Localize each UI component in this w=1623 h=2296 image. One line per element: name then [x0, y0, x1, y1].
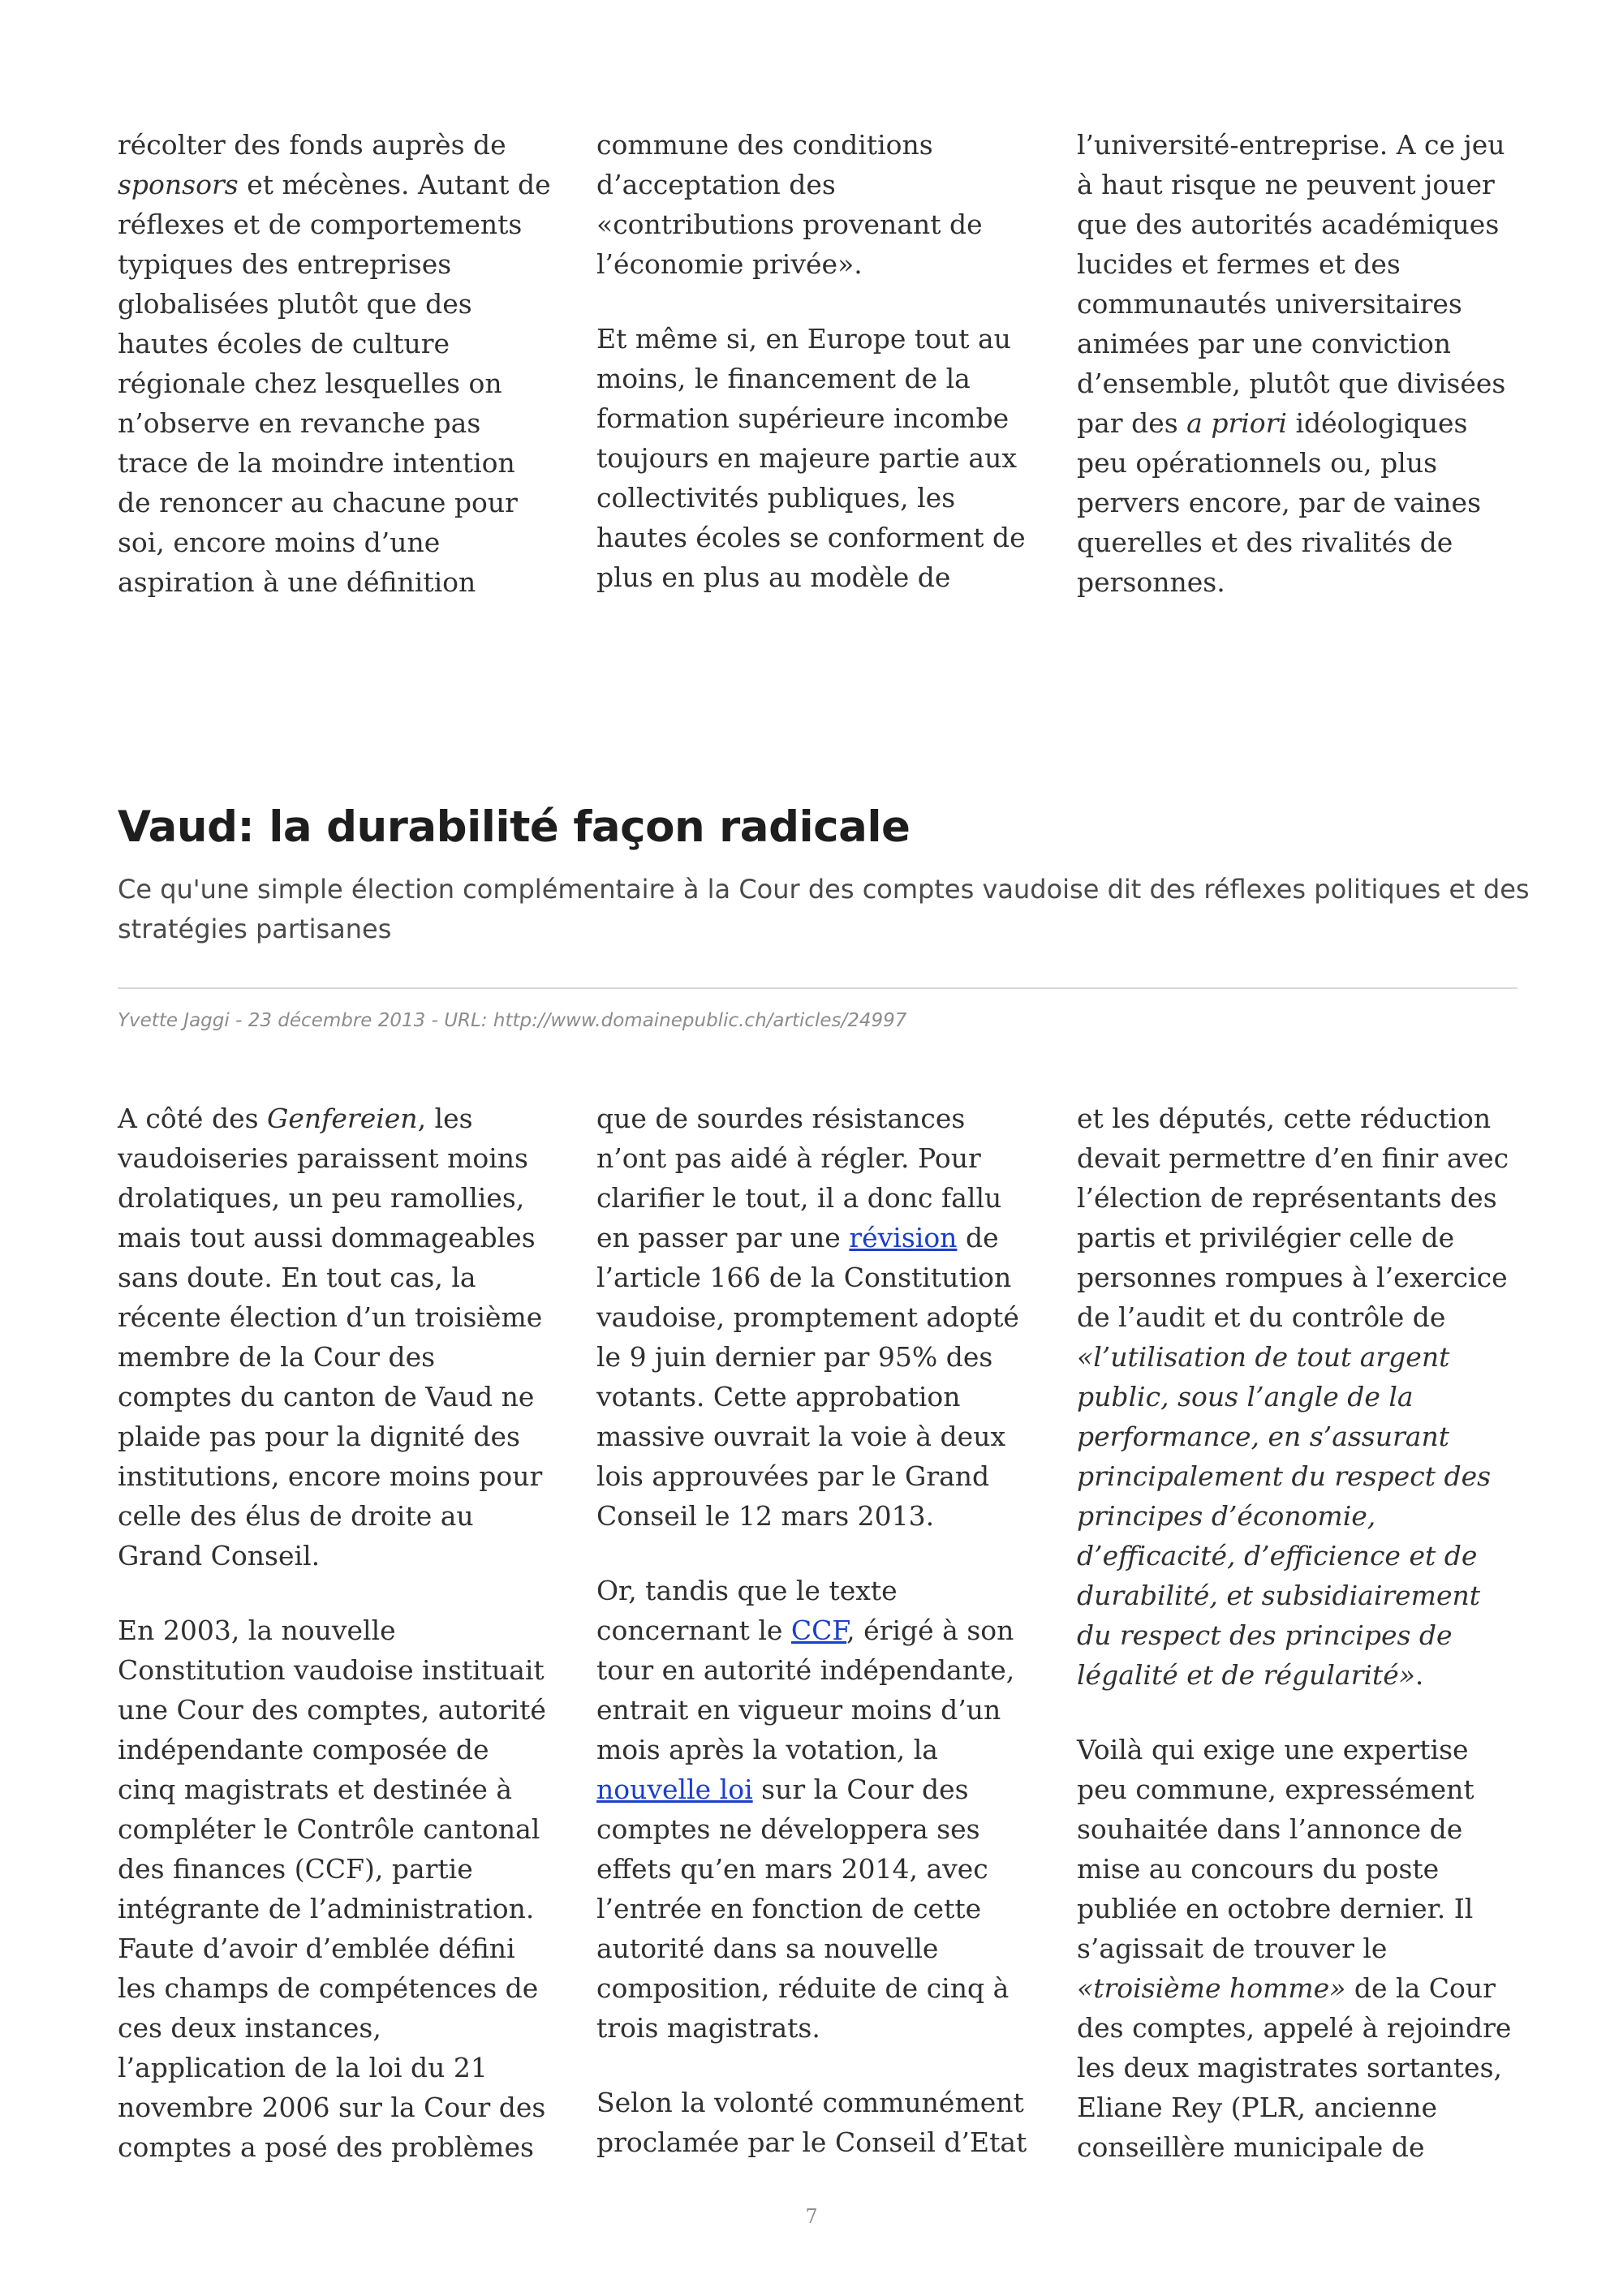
divider [118, 987, 1518, 989]
prev-article-column-2 [596, 125, 1055, 597]
paragraph: En 2003, la nouvelle Constitution vaudoise instituait une Cour des comptes, autorité indépendante composée de cinq magistrats et destinée à compléter le Contrôle cantonal des finances (CCF), partie intégrante de l’administration. Faute d’avoir d’emblée défini les champs de compétences de ces deux instances, l’application de la loi du 21 novembre 2006 sur la Cour des comptes a posé des problèmes [118, 1615, 546, 2163]
paragraph: Or, tandis que le texte concernant le CCF, érigé à son tour en autorité indépendante, entrait en vigueur moins d’un mois après la votation, la nouvelle loi sur la Cour des comptes ne développera ses effets qu’en mars 2014, avec l’entrée en fonction de cette autorité dans sa nouvelle composition, réduite de cinq à trois magistrats. [596, 1575, 1015, 2044]
article-column-1 [118, 1099, 576, 2167]
paragraph: commune des conditions d’acceptation des «contributions provenant de l’économie privée». [596, 129, 983, 280]
paragraph: Voilà qui exige une expertise peu commune, expressément souhaitée dans l’annonce de mise au concours du poste publiée en octobre dernier. Il s’agissait de trouver le «troisième homme» de la Cour des comptes, appelé à rejoindre les deux magistrates sortantes, Eliane Rey (PLR, ancienne conseillère municipale de [1077, 1734, 1512, 2163]
prev-article-column-1 [118, 125, 576, 602]
revision-link[interactable]: révision [849, 1222, 958, 1253]
article-column-3 [1077, 1099, 1535, 2167]
paragraph: l’université-entreprise. A ce jeu à haut risque ne peuvent jouer que des autorités académiques lucides et fermes et des communautés universitaires animées par une conviction d’ensemble, plutôt que divisées par des a priori idéologiques peu opérationnels ou, plus pervers encore, par de vaines querelles et des rivalités de personnes. [1077, 129, 1506, 598]
paragraph: A côté des Genfereien, les vaudoiseries paraissent moins drolatiques, un peu ramollies, mais tout aussi dommageables sans doute. En tout cas, la récente élection d’un troisième membre de la Cour des comptes du canton de Vaud ne plaide pas pour la dignité des institutions, encore moins pour celle des élus de droite au Grand Conseil. [118, 1103, 543, 1572]
article-title: Vaud: la durabilité façon radicale [118, 802, 911, 852]
nouvelle-loi-link[interactable]: nouvelle loi [596, 1774, 753, 1805]
article-column-2 [596, 1099, 1055, 2162]
paragraph: que de sourdes résistances n’ont pas aidé à régler. Pour clarifier le tout, il a donc fallu en passer par une révision de l’article 166 de la Constitution vaudoise, promptement adopté le 9 juin dernier par 95% des votants. Cette approbation massive ouvrait la voie à deux lois approuvées par le Grand Conseil le 12 mars 2013. [596, 1103, 1019, 1532]
paragraph: et les députés, cette réduction devait permettre d’en finir avec l’élection de représentants des partis et privilégier celle de personnes rompues à l’exercice de l’audit et du contrôle de «l’utilisation de tout argent public, sous l’angle de la performance, en s’assurant principalement du respect des principes d’économie, d’efficacité, d’efficience et de durabilité, et subsidiairement du respect des principes de légalité et de régularité». [1077, 1103, 1509, 1691]
article-byline: Yvette Jaggi - 23 décembre 2013 - URL: http://www.domainepublic.ch/articles/24997 [118, 1010, 907, 1031]
article-subtitle: Ce qu'une simple élection complémentaire à la Cour des comptes vaudoise dit des réflexes politiques et des stratégies partisanes [118, 874, 1530, 944]
paragraph: Et même si, en Europe tout au moins, le financement de la formation supérieure incombe toujours en majeure partie aux collectivités publiques, les hautes écoles se conforment de plus en plus au modèle de [596, 323, 1026, 593]
page-number: 7 [805, 2205, 818, 2228]
ccf-link[interactable]: CCF [790, 1615, 847, 1646]
paragraph: récolter des fonds auprès de sponsors et mécènes. Autant de réflexes et de comportements typiques des entreprises globalisées plutôt que des hautes écoles de culture régionale chez lesquelles on n’observe en revanche pas trace de la moindre intention de renoncer au chacune pour soi, encore moins d’une aspiration à une définition [118, 129, 551, 598]
prev-article-column-3 [1077, 125, 1535, 602]
paragraph: Selon la volonté communément proclamée par le Conseil d’Etat [596, 2087, 1027, 2158]
